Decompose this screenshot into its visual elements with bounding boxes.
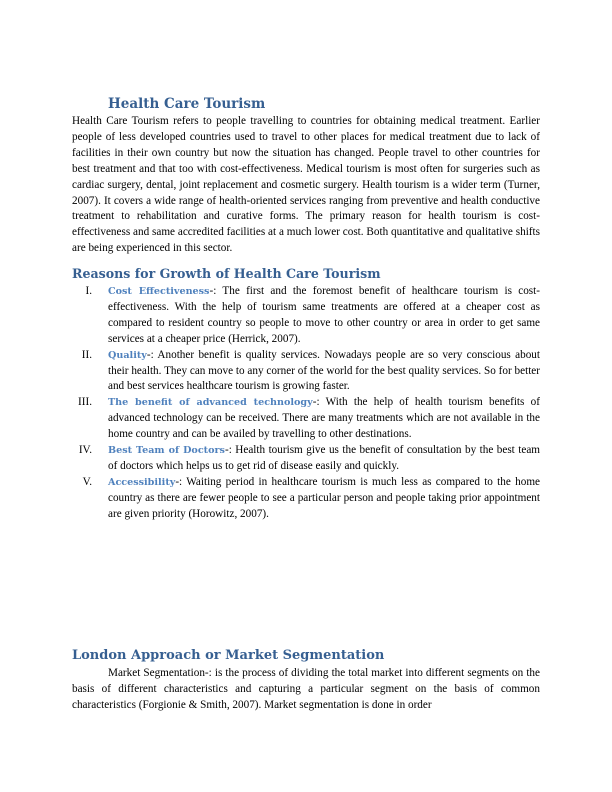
list-text: Health tourism give us the benefit of consultation by the best team of doctors which helps us to get rid of disease easily and quickly. [108, 444, 540, 472]
list-term: Accessibility [108, 476, 176, 488]
reasons-list [72, 284, 540, 523]
list-text: The first and the foremost benefit of healthcare tourism is cost-effectiveness. With the help of tourism same treatments are offered at a cheaper cost as compared to resident country so people to move to other country or area in order to get same services at a cheaper price (Herrick, 2007). [108, 285, 540, 345]
list-separator: -: [175, 475, 183, 488]
intro-paragraph: Health Care Tourism refers to people travelling to countries for obtaining medical treatment. Earlier people of less developed countries used to travel to other places for medical treatment due to lack of facilities in their own country but now the situation has changed. People travel to other countries for best treatment and that too with cost-effectiveness. Medical tourism is most often for surgeries such as cardiac surgery, dental, joint replacement and cosmetic surgery. Health tourism is a wider term (Turner, 2007). It covers a wide range of health-oriented services ranging from preventive and health conductive treatment to rehabilitation and curative forms. The primary reason for health tourism is cost-effectiveness and same accredited facilities at a much lower cost. Both quantitative and qualitative shifts are being experienced in this sector. [72, 115, 540, 255]
heading-london-approach: London Approach or Market Segmentation [72, 648, 385, 663]
list-separator: -: [146, 348, 154, 361]
list-numeral: II. [81, 348, 92, 361]
list-separator: -: [224, 444, 232, 457]
list-item [72, 348, 540, 396]
list-item [72, 443, 540, 475]
list-item [72, 284, 540, 348]
list-numeral: V. [82, 475, 92, 488]
list-item [72, 395, 540, 443]
list-term: Cost Effectiveness [108, 286, 210, 297]
list-term: Quality [108, 349, 147, 361]
heading-health-care-tourism: Health Care Tourism [108, 96, 266, 112]
list-numeral: III. [78, 396, 92, 409]
list-separator: -: [312, 396, 320, 409]
list-text: Waiting period in healthcare tourism is much less as compared to the home country as there are fewer people to see a particular person and people taking prior appointment are given priority (Horowitz, 2007). [108, 475, 540, 520]
list-term: The benefit of advanced technology [108, 397, 313, 409]
list-numeral: IV. [78, 444, 92, 457]
list-separator: -: [209, 285, 217, 297]
list-text: With the help of health tourism benefits of advanced technology can be received. There are many treatments which are not available in the home country and can be availed by travelling to other destinations. [108, 396, 540, 441]
market-segmentation-paragraph: Market Segmentation-: is the process of dividing the total market into different segments on the basis of different characteristics and capturing a particular segment on the basis of common characteristics (Forgionie & Smith, 2007). Market segmentation is done in order [72, 667, 540, 711]
list-numeral: I. [85, 285, 92, 297]
list-text: Another benefit is quality services. Nowadays people are so very conscious about their health. They can move to any corner of the world for the best quality services. So for better and best services healthcare tourism is growing faster. [108, 348, 540, 393]
list-term: Best Team of Doctors [108, 445, 225, 457]
list-item [72, 475, 540, 523]
heading-reasons-for-growth: Reasons for Growth of Health Care Tourism [72, 266, 381, 281]
